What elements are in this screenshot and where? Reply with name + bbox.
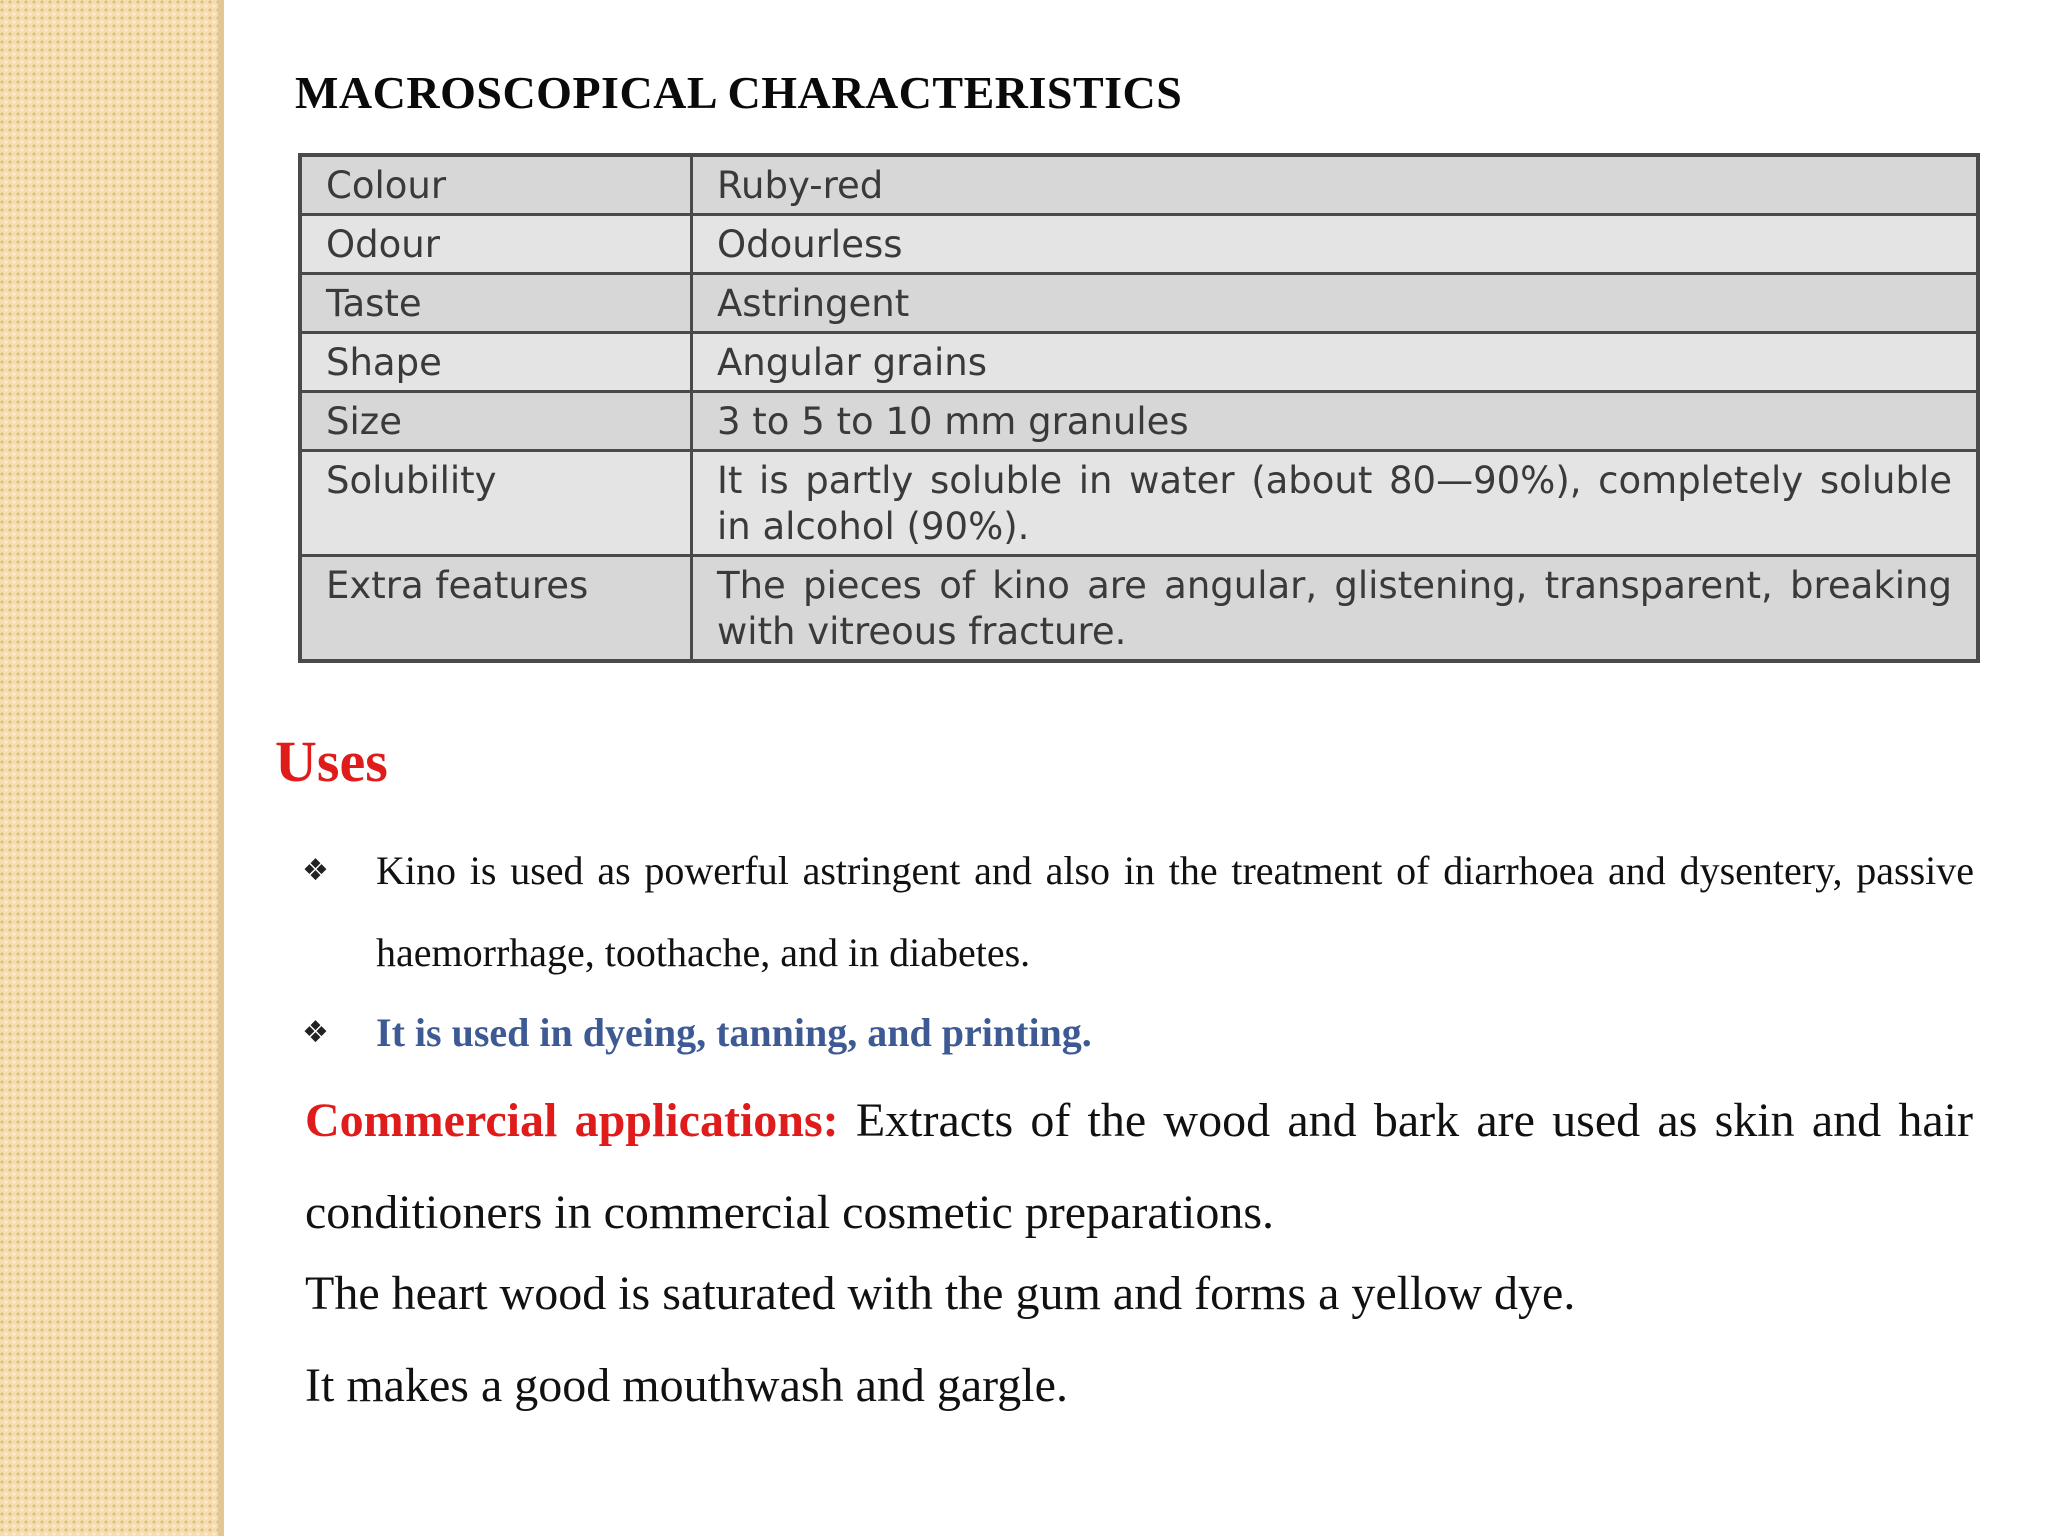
table-cell-value: The pieces of kino are angular, glistening, transparent, breaking with vitreous fracture. bbox=[692, 556, 1979, 662]
commercial-applications-label: Commercial applications: bbox=[305, 1094, 839, 1147]
characteristics-table bbox=[298, 153, 1980, 663]
table-cell-property: Solubility bbox=[300, 451, 692, 556]
table-row bbox=[300, 333, 1978, 392]
list-item bbox=[302, 992, 1974, 1074]
list-item-text: Kino is used as powerful astringent and also in the treatment of diarrhoea and dysentery, passive haemorrhage, toothache, and in diabetes. bbox=[376, 848, 1974, 975]
commercial-applications-text: Extracts of the wood and bark are used as skin and hair conditioners in commercial cosmetic preparations. bbox=[305, 1094, 1974, 1239]
page-title: MACROSCOPICAL CHARACTERISTICS bbox=[295, 67, 1183, 118]
table-cell-value: Odourless bbox=[692, 215, 1979, 274]
uses-list bbox=[302, 830, 1974, 1074]
table-cell-value: Angular grains bbox=[692, 333, 1979, 392]
table-cell-property: Shape bbox=[300, 333, 692, 392]
table-cell-property: Odour bbox=[300, 215, 692, 274]
table-row bbox=[300, 274, 1978, 333]
table-cell-property: Extra features bbox=[300, 556, 692, 662]
list-item-text: It is used in dyeing, tanning, and printing. bbox=[376, 1010, 1092, 1055]
table-row bbox=[300, 451, 1978, 556]
table-row bbox=[300, 392, 1978, 451]
heartwood-paragraph: The heart wood is saturated with the gum and forms a yellow dye. bbox=[305, 1267, 1576, 1320]
mouthwash-paragraph: It makes a good mouthwash and gargle. bbox=[305, 1359, 1068, 1412]
table-cell-value: Ruby-red bbox=[692, 155, 1979, 215]
table-row bbox=[300, 155, 1978, 215]
table-row bbox=[300, 215, 1978, 274]
table-cell-value: 3 to 5 to 10 mm granules bbox=[692, 392, 1979, 451]
table-cell-property: Size bbox=[300, 392, 692, 451]
commercial-applications-paragraph bbox=[305, 1075, 1973, 1259]
diamond-bullet-icon: ❖ bbox=[302, 853, 329, 888]
list-item bbox=[302, 830, 1974, 994]
table-cell-property: Taste bbox=[300, 274, 692, 333]
table-cell-property: Colour bbox=[300, 155, 692, 215]
table-cell-value: It is partly soluble in water (about 80—90%), completely soluble in alcohol (90%). bbox=[692, 451, 1979, 556]
uses-heading: Uses bbox=[275, 729, 388, 794]
table-cell-value: Astringent bbox=[692, 274, 1979, 333]
diamond-bullet-icon: ❖ bbox=[302, 1015, 329, 1050]
decorative-side-band bbox=[0, 0, 224, 1536]
table-row bbox=[300, 556, 1978, 662]
